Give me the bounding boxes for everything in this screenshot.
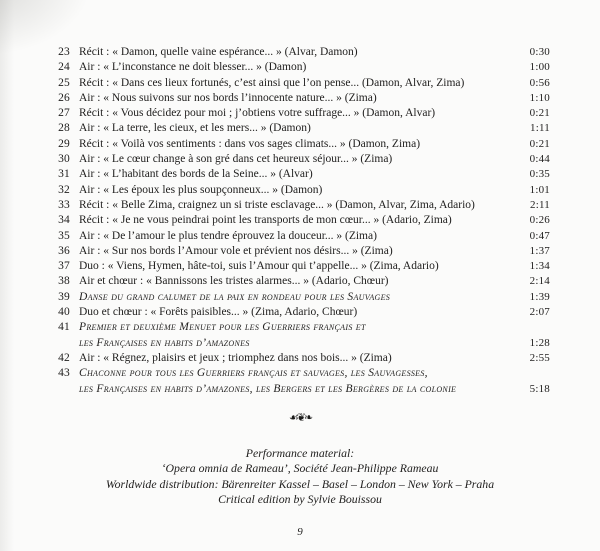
track-duration: 1:01 — [529, 183, 550, 196]
track-number: 39 — [58, 290, 70, 303]
track-title-line: Récit : « Je ne vous peindrai point les transports de mon cœur... » (Adario, Zima) — [79, 214, 452, 227]
track-duration: 0:44 — [529, 153, 550, 166]
track-title — [70, 137, 514, 152]
track-row — [46, 91, 550, 106]
publisher-info — [0, 446, 600, 508]
track-duration: 0:56 — [529, 76, 550, 89]
track-number: 25 — [58, 76, 70, 89]
publisher-info-line: Performance material: — [245, 446, 355, 460]
publisher-info-line: Worldwide distribution: Bärenreiter Kassel – Basel – London – New York – Praha — [105, 476, 495, 491]
track-duration: 2:07 — [529, 306, 550, 319]
track-title-line: Air et chœur : « Bannissons les tristes alarmes... » (Adario, Chœur) — [79, 275, 389, 288]
track-title-line: Duo et chœur : « Forêts paisibles... » (Zima, Adario, Chœur) — [79, 306, 358, 319]
track-title — [70, 91, 514, 106]
track-row — [46, 366, 550, 397]
track-number: 31 — [58, 168, 70, 181]
track-number: 36 — [58, 244, 70, 257]
track-row — [46, 152, 550, 167]
track-title-line: Duo : « Viens, Hymen, hâte-toi, suis l’Amour qui t’appelle... » (Zima, Adario) — [79, 260, 439, 273]
track-title — [70, 213, 514, 228]
track-row — [46, 198, 550, 213]
track-number: 30 — [58, 153, 70, 166]
track-row — [46, 137, 550, 152]
track-title-line: Récit : « Voilà vos sentiments : dans vos sages climats... » (Damon, Zima) — [79, 137, 421, 150]
track-duration: 0:21 — [529, 107, 550, 120]
track-row — [46, 351, 550, 366]
fleuron-ornament-icon: ☙❦❧ — [288, 411, 312, 424]
track-row — [46, 305, 550, 320]
track-duration: 0:30 — [529, 46, 550, 58]
track-title — [70, 290, 514, 305]
track-title-line: Récit : « Dans ces lieux fortunés, c’est ainsi que l’on pense... (Damon, Alvar, Zima) — [79, 76, 465, 89]
track-number: 28 — [58, 122, 70, 135]
track-title — [70, 351, 514, 366]
track-title-line: Récit : « Damon, quelle vaine espérance... » (Alvar, Damon) — [79, 46, 358, 58]
track-duration: 1:11 — [530, 122, 550, 135]
track-row — [46, 244, 550, 259]
track-number: 26 — [58, 91, 70, 104]
track-title — [70, 274, 514, 289]
track-row — [46, 167, 550, 182]
track-number: 23 — [58, 46, 70, 58]
track-duration: 0:21 — [529, 137, 550, 150]
track-title-line: Air : « De l’amour le plus tendre éprouvez la douceur... » (Zima) — [79, 229, 377, 242]
track-title-line: Air : « Régnez, plaisirs et jeux ; triomphez dans nos bois... » (Zima) — [79, 351, 392, 364]
track-duration: 0:35 — [529, 168, 550, 181]
track-number: 32 — [58, 183, 70, 196]
track-duration: 0:47 — [529, 229, 550, 242]
track-title — [70, 121, 514, 136]
page-number: 9 — [297, 526, 303, 538]
track-number: 29 — [58, 137, 70, 150]
track-title — [70, 244, 514, 259]
publisher-info-line: Critical edition by Sylvie Bouissou — [218, 492, 382, 507]
track-number: 27 — [58, 107, 70, 120]
track-number: 37 — [58, 260, 70, 273]
publisher-info-line: ‘Opera omnia de Rameau’, Société Jean-Philippe Rameau — [161, 461, 439, 476]
track-number: 34 — [58, 214, 70, 227]
track-title-line: Air : « Les époux les plus soupçonneux... » (Damon) — [79, 183, 323, 196]
track-title-line: Air : « Sur nos bords l’Amour vole et prévient nos désirs... » (Zima) — [79, 244, 393, 257]
track-duration: 1:39 — [529, 290, 550, 303]
track-duration: 1:37 — [529, 244, 550, 257]
track-title — [70, 167, 514, 182]
track-row — [46, 106, 550, 121]
track-title-line: Premier et deuxième Menuet pour les Guerriers français et — [79, 321, 366, 334]
track-row — [46, 274, 550, 289]
track-title — [70, 45, 514, 60]
track-row — [46, 229, 550, 244]
track-duration: 1:34 — [529, 260, 550, 273]
track-list — [46, 45, 550, 397]
track-title-line: Air : « Le cœur change à son gré dans cet heureux séjour... » (Zima) — [79, 153, 393, 166]
track-row — [46, 121, 550, 136]
track-title — [70, 106, 514, 121]
track-number: 41 — [58, 321, 70, 334]
track-number: 35 — [58, 229, 70, 242]
track-title — [70, 183, 514, 198]
track-title — [70, 198, 514, 213]
track-duration: 1:10 — [529, 91, 550, 104]
track-duration: 2:11 — [530, 198, 550, 211]
track-number: 43 — [58, 367, 70, 380]
track-row — [46, 290, 550, 305]
track-title-line: Danse du grand calumet de la paix en rondeau pour les Sauvages — [79, 290, 391, 303]
track-row — [46, 259, 550, 274]
track-row — [46, 320, 550, 351]
track-row — [46, 76, 550, 91]
track-title-line: Air : « L’inconstance ne doit blesser... » (Damon) — [79, 61, 307, 74]
track-number: 40 — [58, 306, 70, 319]
track-title-line: Air : « La terre, les cieux, et les mers... » (Damon) — [79, 122, 311, 135]
track-title — [70, 320, 514, 351]
track-duration: 2:14 — [529, 275, 550, 288]
track-duration: 5:18 — [529, 382, 550, 395]
track-title-line: Récit : « Vous décidez pour moi ; j’obtiens votre suffrage... » (Damon, Alvar) — [79, 107, 436, 120]
track-title — [70, 60, 514, 75]
track-number: 42 — [58, 351, 70, 364]
track-row — [46, 183, 550, 198]
track-duration: 1:00 — [529, 61, 550, 74]
track-title-line: Chaconne pour tous les Guerriers français et sauvages, les Sauvagesses, — [79, 367, 428, 380]
track-title-line: Air : « Nous suivons sur nos bords l’innocente nature... » (Zima) — [79, 91, 377, 104]
track-title — [70, 76, 514, 91]
track-title-line: les Françaises en habits d’amazones, les Bergers et les Bergères de la colonie — [79, 382, 457, 395]
track-title — [70, 152, 514, 167]
track-number: 24 — [58, 61, 70, 74]
track-title — [70, 305, 514, 320]
track-row — [46, 213, 550, 228]
track-duration: 0:26 — [529, 214, 550, 227]
track-number: 33 — [58, 198, 70, 211]
track-title-line: Récit : « Belle Zima, craignez un si triste esclavage... » (Damon, Alvar, Zima, Adario) — [79, 198, 475, 211]
track-title — [70, 366, 514, 397]
track-duration: 1:28 — [529, 336, 550, 349]
track-duration: 2:55 — [529, 351, 550, 364]
track-number: 38 — [58, 275, 70, 288]
track-row — [46, 60, 550, 75]
track-title-line: Air : « L’habitant des bords de la Seine... » (Alvar) — [79, 168, 313, 181]
track-title — [70, 229, 514, 244]
track-title — [70, 259, 514, 274]
track-title-line: les Françaises en habits d’amazones — [79, 336, 250, 349]
track-row — [46, 45, 550, 60]
